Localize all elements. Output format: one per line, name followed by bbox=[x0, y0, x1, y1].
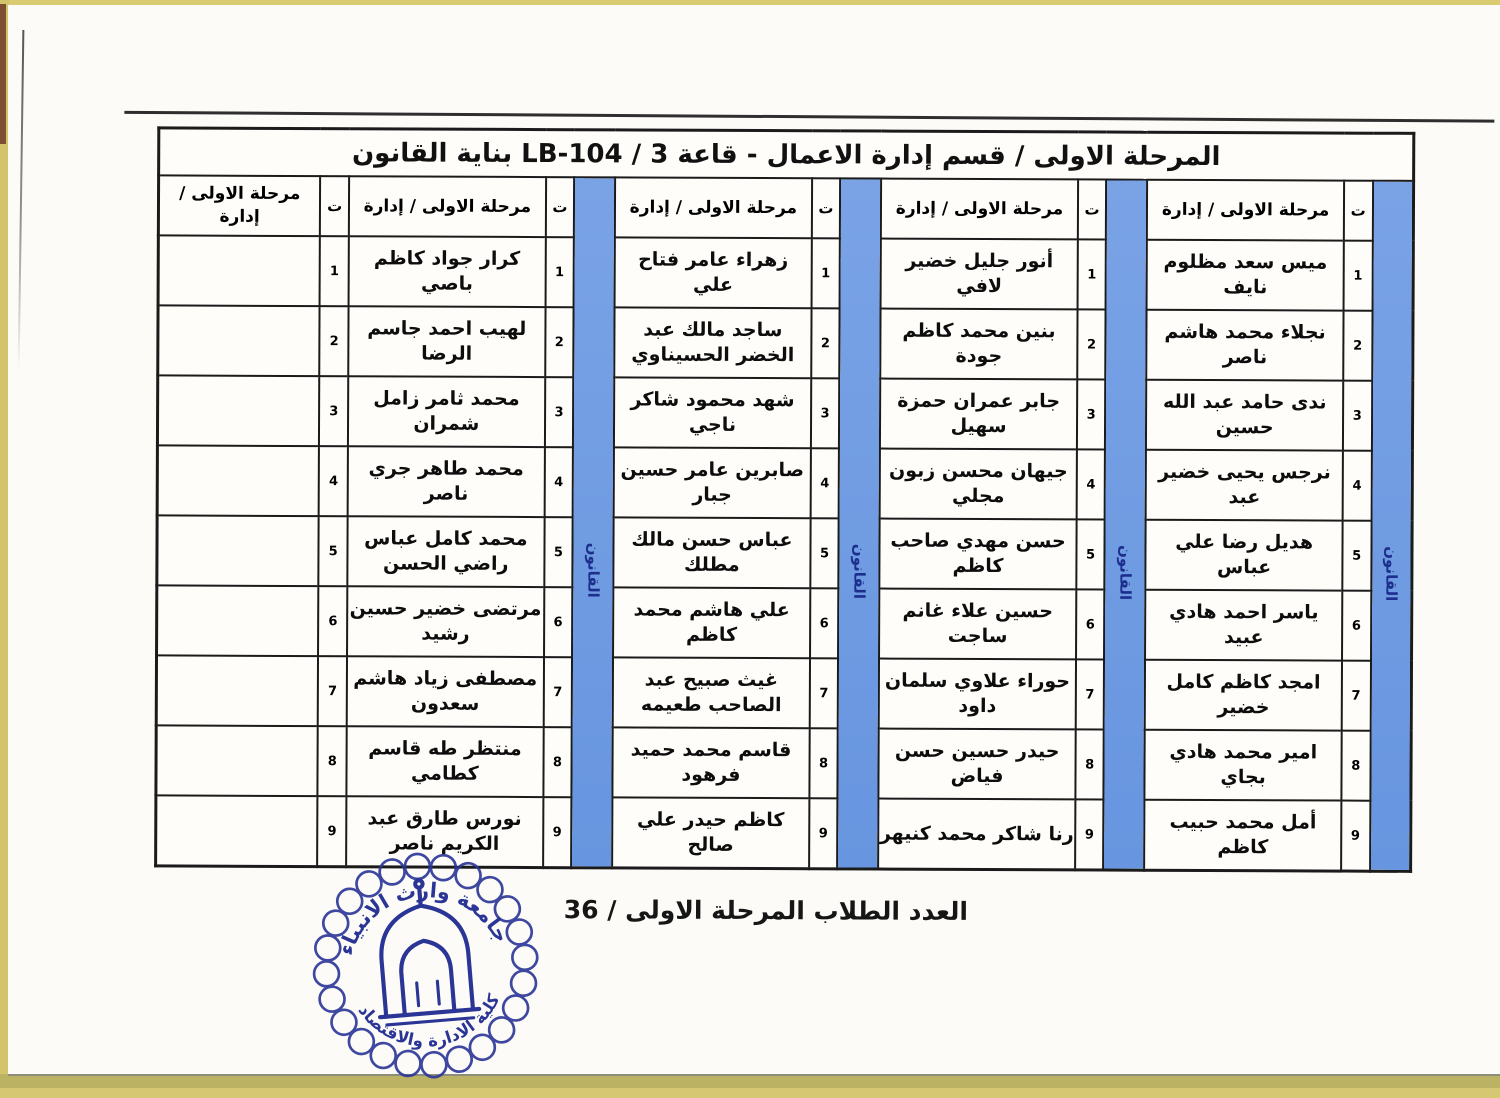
row-number-cell: 4 bbox=[1076, 449, 1105, 519]
student-row bbox=[156, 725, 1411, 800]
row-number-cell: 8 bbox=[1075, 729, 1104, 799]
student-name-cell: حيدر حسين حسن فياض bbox=[879, 729, 1076, 800]
empty-name-cell bbox=[157, 585, 319, 656]
group-header-empty-column: مرحلة الاولى / إدارة bbox=[158, 175, 320, 236]
student-name-cell: حسن مهدي صاحب كاظم bbox=[880, 519, 1077, 590]
row-number-cell: 5 bbox=[319, 516, 348, 586]
row-number-cell: 5 bbox=[1342, 521, 1371, 591]
row-number-cell: 8 bbox=[1341, 731, 1370, 801]
row-number-cell: 2 bbox=[1343, 311, 1372, 381]
row-number-cell: 8 bbox=[809, 728, 838, 798]
student-name-cell: نورس طارق عبد الكريم ناصر bbox=[346, 796, 543, 867]
student-name-cell: حسين علاء غانم ساجت bbox=[879, 589, 1076, 660]
empty-name-cell bbox=[158, 235, 320, 306]
group-header: مرحلة الاولى / إدارة bbox=[349, 176, 546, 237]
student-name-cell: مرتضى خضير حسين رشيد bbox=[347, 586, 544, 657]
row-number-cell: 4 bbox=[544, 447, 573, 517]
student-name-cell: مصطفى زياد هاشم سعدون bbox=[347, 656, 544, 727]
row-number-cell: 9 bbox=[1075, 799, 1104, 870]
empty-name-cell bbox=[157, 445, 319, 516]
table-title-row bbox=[159, 128, 1414, 181]
group-header: مرحلة الاولى / إدارة bbox=[881, 179, 1078, 240]
strip-label: القانون bbox=[583, 542, 603, 599]
student-name-cell: لهيب احمد جاسم الرضا bbox=[348, 306, 545, 377]
row-number-cell: 6 bbox=[318, 586, 347, 656]
paper-page bbox=[8, 5, 1500, 1076]
row-number-cell: 2 bbox=[545, 307, 574, 377]
strip-label: القانون bbox=[1116, 545, 1135, 601]
seal-top-text: جامعة وارث الانبياء bbox=[333, 877, 515, 958]
row-number-cell: 7 bbox=[318, 656, 347, 726]
row-number-cell: 6 bbox=[1342, 591, 1371, 661]
student-row bbox=[158, 235, 1413, 310]
row-number-cell: 3 bbox=[1077, 379, 1106, 449]
row-number-cell: 1 bbox=[811, 238, 840, 308]
student-name-cell: بنين محمد كاظم جودة bbox=[881, 309, 1078, 380]
group-header: مرحلة الاولى / إدارة bbox=[1147, 180, 1344, 241]
seal-bottom-text: كلية الادارة والاقتصاد bbox=[354, 991, 504, 1051]
empty-name-cell bbox=[158, 305, 320, 376]
row-number-cell: 1 bbox=[1343, 241, 1372, 311]
empty-name-cell bbox=[157, 375, 319, 446]
row-number-cell: 6 bbox=[1076, 589, 1105, 659]
empty-name-cell bbox=[156, 795, 318, 866]
serial-header: ت bbox=[1344, 181, 1373, 241]
student-row bbox=[156, 655, 1411, 730]
law-building-strip bbox=[837, 178, 881, 869]
student-name-cell: جابر عمران حمزة سهيل bbox=[880, 379, 1077, 450]
student-name-cell: نرجس يحيى خضير عبد bbox=[1146, 450, 1343, 521]
empty-name-cell bbox=[156, 655, 318, 726]
row-number-cell: 2 bbox=[1077, 309, 1106, 379]
row-number-cell: 3 bbox=[545, 377, 574, 447]
row-number-cell: 1 bbox=[545, 237, 574, 307]
serial-header: ت bbox=[1078, 179, 1107, 239]
row-number-cell: 3 bbox=[1343, 381, 1372, 451]
row-number-cell: 5 bbox=[810, 518, 839, 588]
serial-header: ت bbox=[545, 177, 574, 237]
student-name-cell: صابرين عامر حسين جبار bbox=[614, 447, 811, 518]
student-row bbox=[157, 585, 1412, 660]
row-number-cell: 6 bbox=[544, 587, 573, 657]
row-number-cell: 2 bbox=[811, 308, 840, 378]
student-name-cell: شهد محمود شاكر ناجي bbox=[614, 377, 811, 448]
student-name-cell: علي هاشم محمد كاظم bbox=[613, 587, 810, 658]
student-row bbox=[157, 375, 1412, 450]
row-number-cell: 3 bbox=[319, 376, 348, 446]
student-name-cell: عباس حسن مالك مطلك bbox=[613, 517, 810, 588]
student-row bbox=[158, 305, 1413, 380]
student-row bbox=[157, 445, 1412, 520]
university-seal-icon bbox=[300, 842, 552, 1089]
law-building-strip bbox=[1104, 180, 1148, 871]
university-seal bbox=[300, 842, 552, 1089]
student-name-cell: كرار جواد كاظم باصي bbox=[349, 236, 546, 307]
law-building-strip bbox=[571, 177, 615, 868]
student-name-cell: أنور جليل خضير لافي bbox=[881, 239, 1078, 310]
student-name-cell: ياسر احمد هادي عبيد bbox=[1145, 590, 1342, 661]
student-name-cell: محمد طاهر جري ناصر bbox=[348, 446, 545, 517]
student-name-cell: زهراء عامر فتاح علي bbox=[615, 237, 812, 308]
student-name-cell: أمل محمد حبيب كاظم bbox=[1144, 800, 1341, 871]
student-name-cell: منتظر طه قاسم كطامي bbox=[346, 726, 543, 797]
top-rule-line bbox=[124, 111, 1494, 123]
row-number-cell: 4 bbox=[1343, 451, 1372, 521]
serial-header: ت bbox=[812, 178, 841, 238]
student-name-cell: امجد كاظم كامل خضير bbox=[1145, 660, 1342, 731]
row-number-cell: 8 bbox=[318, 726, 347, 796]
empty-name-cell bbox=[156, 725, 318, 796]
student-table bbox=[154, 126, 1415, 872]
empty-name-cell bbox=[157, 515, 319, 586]
row-number-cell: 8 bbox=[543, 727, 572, 797]
row-number-cell: 7 bbox=[543, 657, 572, 727]
row-number-cell: 4 bbox=[319, 446, 348, 516]
row-number-cell: 7 bbox=[809, 658, 838, 728]
strip-label: القانون bbox=[1382, 546, 1401, 602]
row-number-cell: 3 bbox=[811, 378, 840, 448]
student-name-cell: ساجد مالك عبد الخضر الحسيناوي bbox=[614, 307, 811, 378]
student-name-cell: محمد ثامر زامل شمران bbox=[348, 376, 545, 447]
student-name-cell: محمد كامل عباس راضي الحسن bbox=[347, 516, 544, 587]
student-count-line: العدد الطلاب المرحلة الاولى / 36 bbox=[563, 895, 969, 926]
row-number-cell: 5 bbox=[1076, 519, 1105, 589]
row-number-cell: 2 bbox=[320, 306, 349, 376]
row-number-cell: 6 bbox=[810, 588, 839, 658]
law-building-strip bbox=[1370, 181, 1414, 872]
table-header-row bbox=[158, 175, 1413, 240]
scan-edge-corner bbox=[0, 4, 6, 144]
svg-text:كلية الادارة والاقتصاد bbox=[354, 990, 507, 1057]
row-number-cell: 9 bbox=[1341, 801, 1370, 872]
student-name-cell: ندى حامد عبد الله حسين bbox=[1146, 380, 1343, 451]
row-number-cell: 9 bbox=[318, 796, 347, 867]
student-name-cell: ميس سعد مظلوم نايف bbox=[1147, 240, 1344, 311]
row-number-cell: 7 bbox=[1076, 659, 1105, 729]
row-number-cell: 5 bbox=[544, 517, 573, 587]
student-row bbox=[157, 515, 1412, 590]
row-number-cell: 7 bbox=[1342, 661, 1371, 731]
student-name-cell: امير محمد هادي بجاي bbox=[1145, 730, 1342, 801]
row-number-cell: 1 bbox=[1077, 239, 1106, 309]
row-number-cell: 9 bbox=[543, 797, 572, 868]
row-number-cell: 1 bbox=[320, 236, 349, 306]
student-name-cell: غيث صبيح عبد الصاحب طعيمه bbox=[613, 657, 810, 728]
student-name-cell: جيهان محسن زبون مجلي bbox=[880, 449, 1077, 520]
table-title: المرحلة الاولى / قسم إدارة الاعمال - قاعة 3 / LB-104 بناية القانون bbox=[159, 128, 1414, 181]
group-header: مرحلة الاولى / إدارة bbox=[615, 177, 812, 238]
student-name-cell: حوراء علاوي سلمان داود bbox=[879, 659, 1076, 730]
strip-label: القانون bbox=[850, 544, 869, 600]
row-number-cell: 9 bbox=[809, 798, 838, 869]
student-name-cell: نجلاء محمد هاشم ناصر bbox=[1147, 310, 1344, 381]
student-name-cell: قاسم محمد حميد فرهود bbox=[613, 727, 810, 798]
serial-header: ت bbox=[320, 176, 349, 236]
student-name-cell: رنا شاكر محمد كنيهر bbox=[878, 799, 1075, 870]
student-name-cell: هديل رضا علي عباس bbox=[1146, 520, 1343, 591]
row-number-cell: 4 bbox=[810, 448, 839, 518]
student-name-cell: كاظم حيدر علي صالح bbox=[612, 797, 809, 868]
